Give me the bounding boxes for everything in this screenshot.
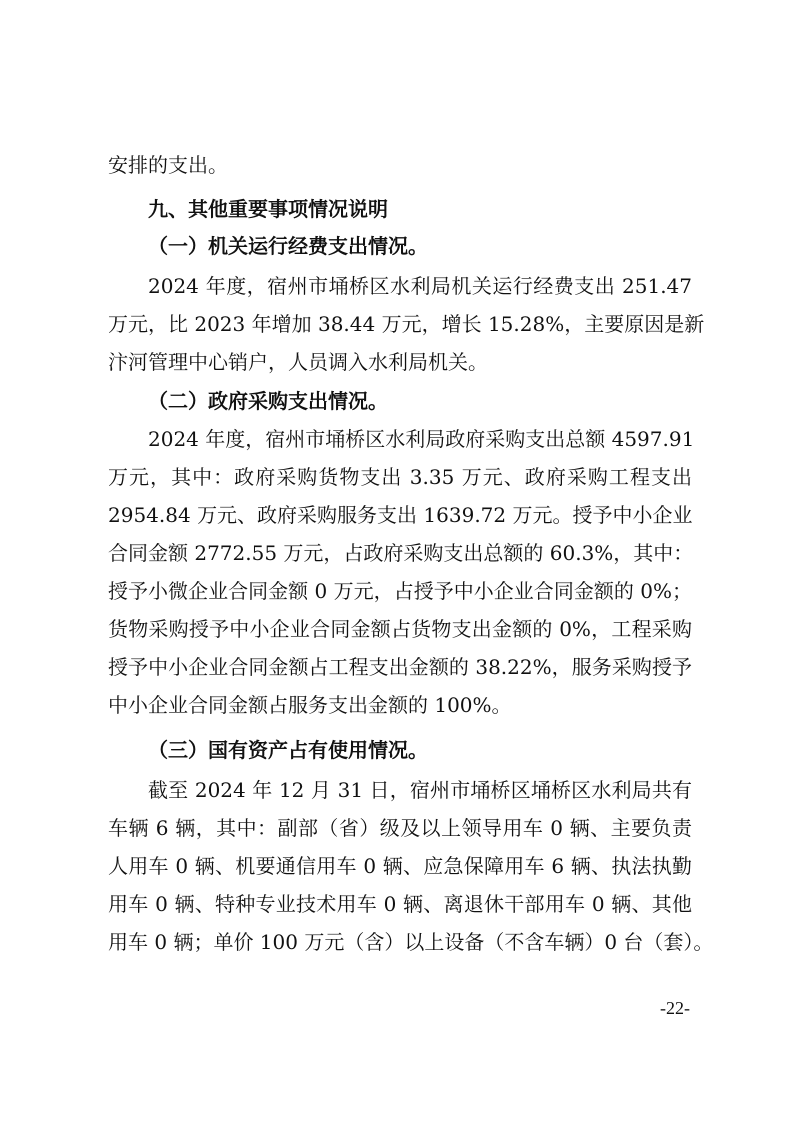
paragraph-line: 合同金额 2772.55 万元，占政府采购支出总额的 60.3%，其中： xyxy=(108,541,694,565)
paragraph-line: 安排的支出。 xyxy=(108,153,228,177)
section-heading xyxy=(108,190,692,228)
subsection-3 xyxy=(108,731,714,961)
paragraph-line: 2024 年度，宿州市埇桥区水利局政府采购支出总额 4597.91 xyxy=(148,427,695,451)
subsection-heading: （一）机关运行经费支出情况。 xyxy=(148,234,428,258)
paragraph-line: 授予小微企业合同金额 0 万元，占授予中小企业合同金额的 0%； xyxy=(108,579,692,603)
subsection-heading: （二）政府采购支出情况。 xyxy=(148,389,388,413)
subsection-1 xyxy=(108,227,705,381)
paragraph-line: 车辆 6 辆，其中：副部（省）级及以上领导用车 0 辆、主要负责 xyxy=(108,816,692,840)
paragraph-line: 用车 0 辆、特种专业技术用车 0 辆、离退休干部用车 0 辆、其他 xyxy=(108,892,692,916)
subsection-2 xyxy=(108,382,695,724)
paragraph-line: 汴河管理中心销户，人员调入水利局机关。 xyxy=(108,350,488,374)
paragraph-line: 用车 0 辆；单价 100 万元（含）以上设备（不含车辆）0 台（套）。 xyxy=(108,930,714,954)
page-number: -22- xyxy=(660,998,690,1018)
paragraph-line: 万元，比 2023 年增加 38.44 万元，增长 15.28%，主要原因是新 xyxy=(108,312,705,336)
paragraph-line: 截至 2024 年 12 月 31 日，宿州市埇桥区埇桥区水利局共有 xyxy=(148,778,692,802)
carryover-text xyxy=(108,146,692,184)
paragraph-line: 2024 年度，宿州市埇桥区水利局机关运行经费支出 251.47 xyxy=(148,274,692,298)
section-heading-text: 九、其他重要事项情况说明 xyxy=(148,197,388,221)
paragraph-line: 中小企业合同金额占服务支出金额的 100%。 xyxy=(108,693,512,717)
subsection-heading: （三）国有资产占有使用情况。 xyxy=(148,738,428,762)
paragraph-line: 万元，其中：政府采购货物支出 3.35 万元、政府采购工程支出 xyxy=(108,465,692,489)
paragraph-line: 人用车 0 辆、机要通信用车 0 辆、应急保障用车 6 辆、执法执勤 xyxy=(108,854,692,878)
paragraph-line: 授予中小企业合同金额占工程支出金额的 38.22%，服务采购授予 xyxy=(108,655,692,679)
paragraph-line: 货物采购授予中小企业合同金额占货物支出金额的 0%，工程采购 xyxy=(108,617,692,641)
paragraph-line: 2954.84 万元、政府采购服务支出 1639.72 万元。授予中小企业 xyxy=(108,503,693,527)
